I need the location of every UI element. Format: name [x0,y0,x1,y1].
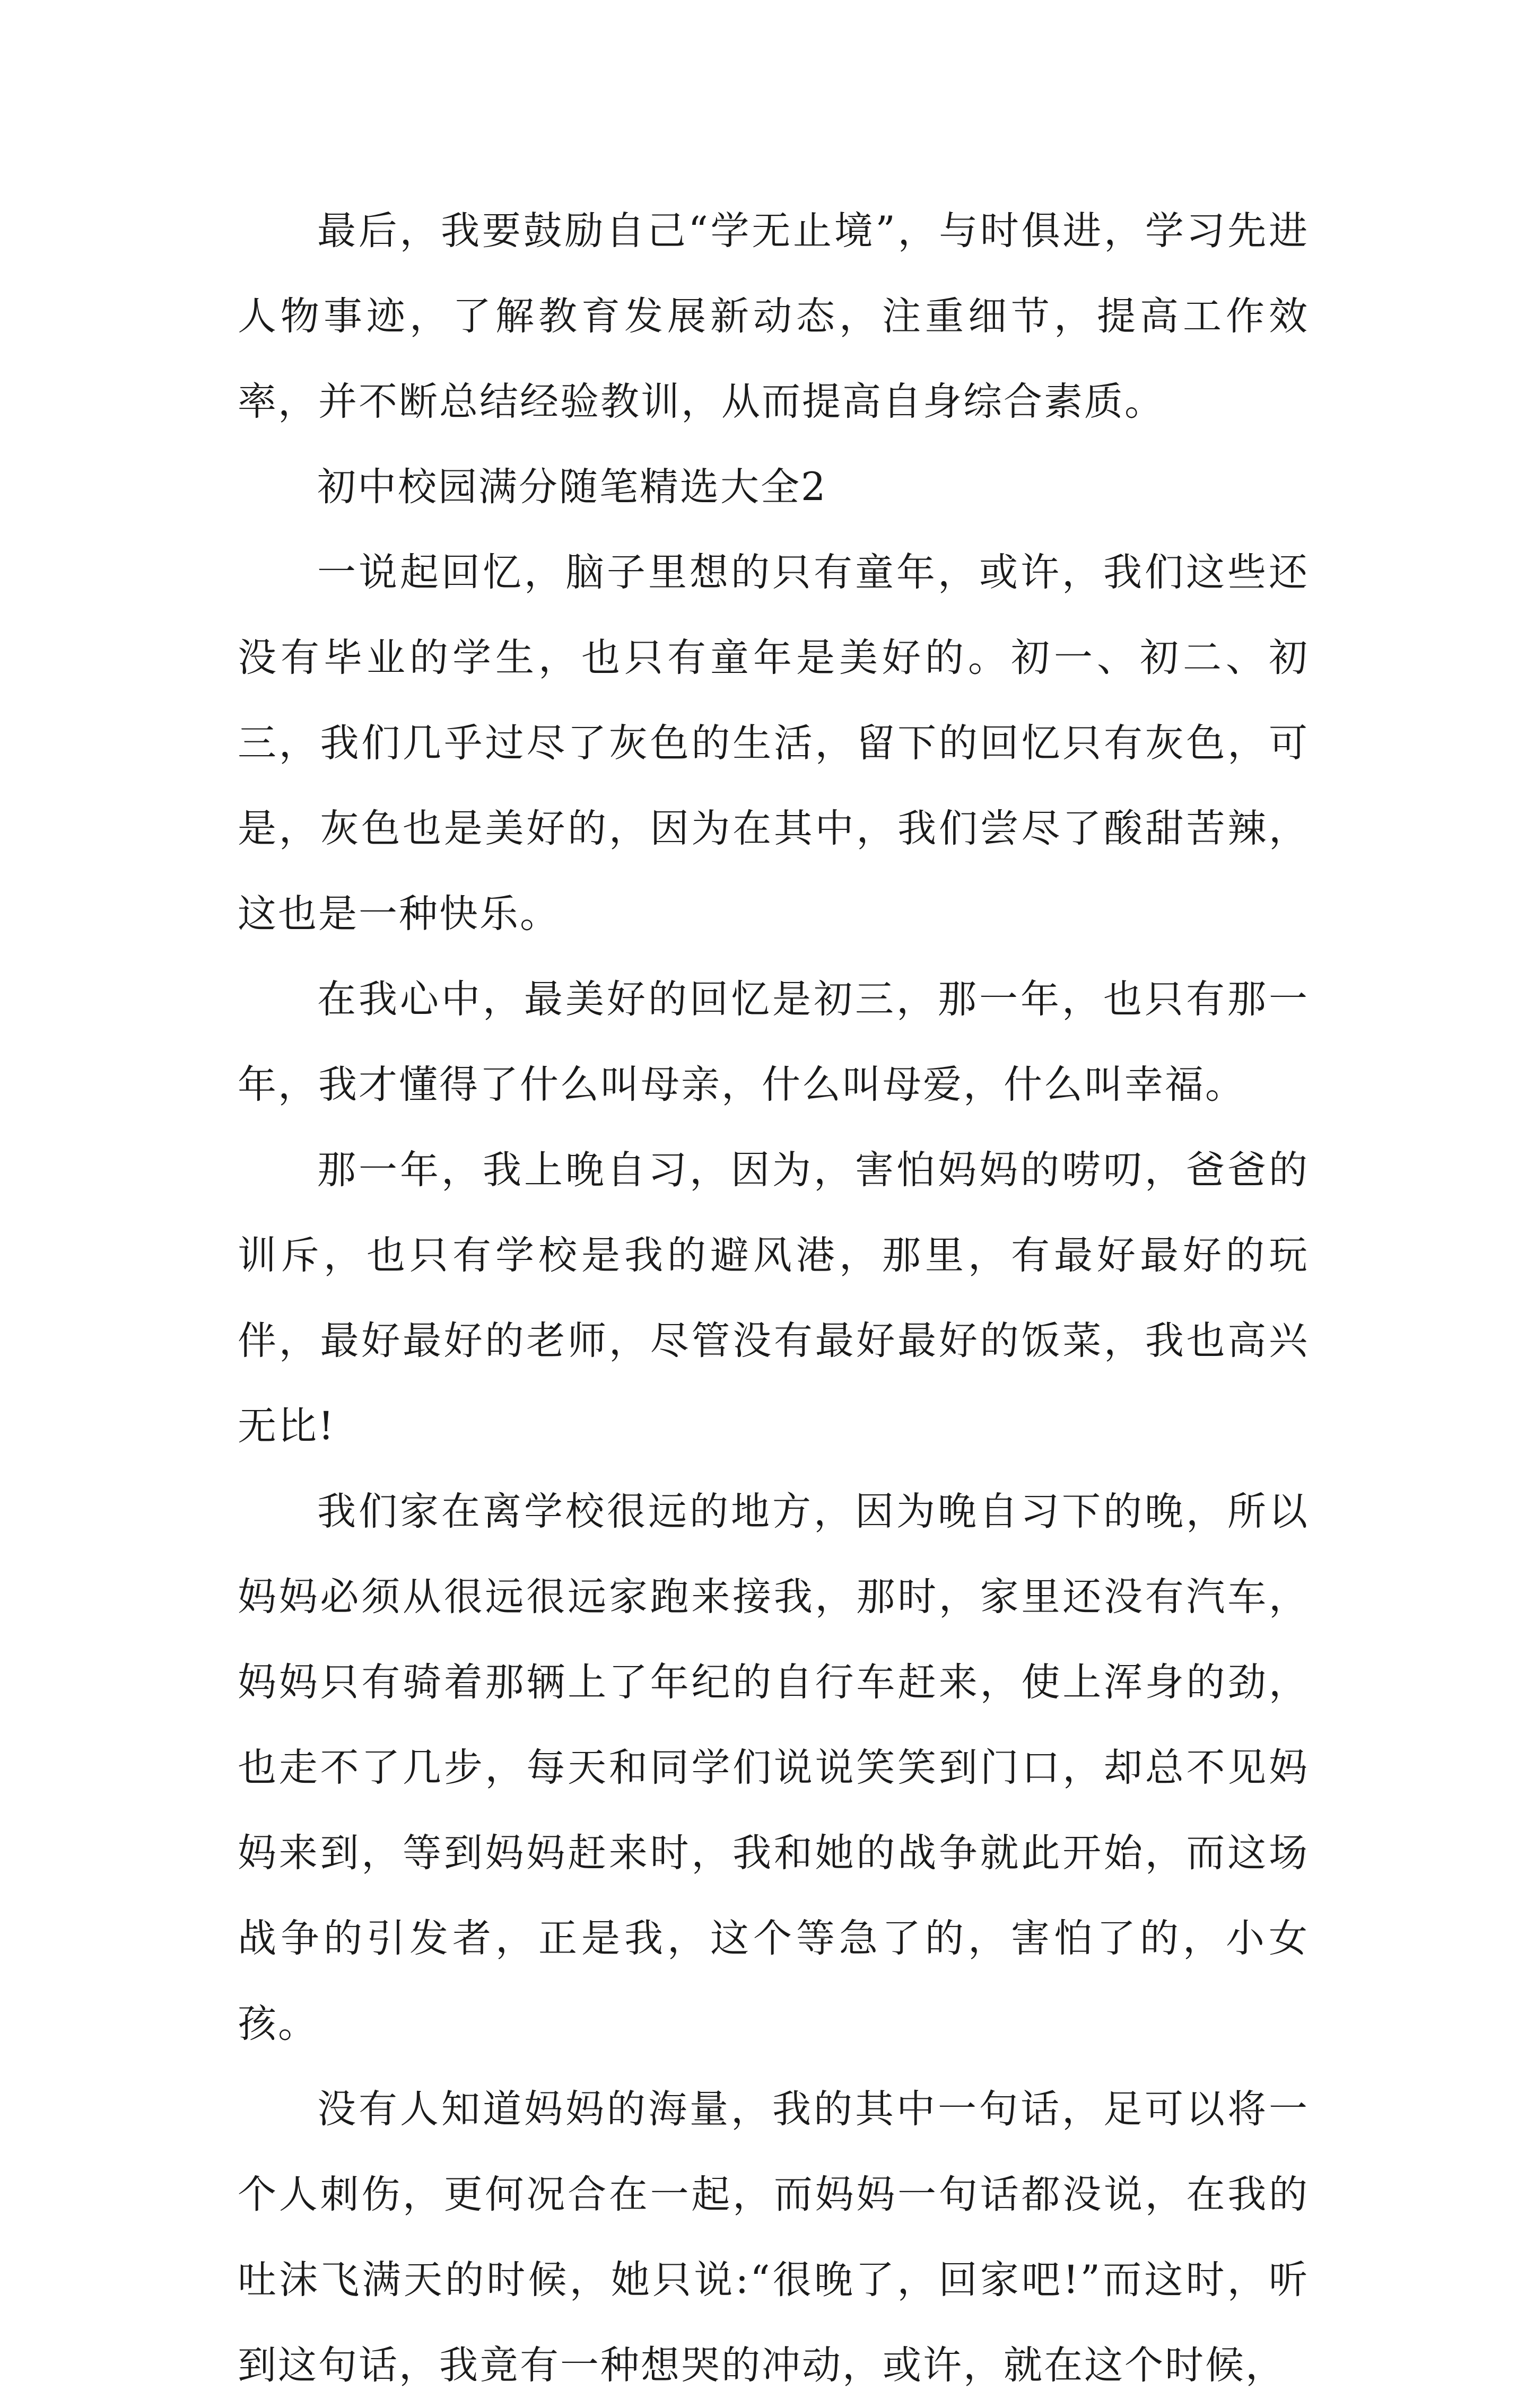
paragraph-memories: 一说起回忆，脑子里想的只有童年，或许，我们这些还没有毕业的学生，也只有童年是美好的。初一、初二、初三，我们几乎过尽了灰色的生活，留下的回忆只有灰色，可是，灰色也是美好的，因为在其中，我们尝尽了酸甜苦辣，这也是一种快乐。 [238,550,1309,936]
essay-title: 初中校园满分随笔精选大全2 [317,465,827,510]
paragraph-evening-study: 那一年，我上晚自习，因为，害怕妈妈的唠叨，爸爸的训斥，也只有学校是我的避风港，那里，有最好最好的玩伴，最好最好的老师，尽管没有最好最好的饭菜，我也高兴无比! [238,1148,1309,1449]
paragraph-mother: 没有人知道妈妈的海量，我的其中一句话，足可以将一个人刺伤，更何况合在一起，而妈妈一句话都没说，在我的吐沫飞满天的时候，她只说:“很晚了，回家吧!”而这时，听到这句话，我竟有一种想哭的冲动，或许，就在这个时候， [238,2087,1309,2388]
paragraph-conclusion: 最后，我要鼓励自己“学无止境”，与时俱进，学习先进人物事迹，了解教育发展新动态，注重细节，提高工作效率，并不断总结经验教训，从而提高自身综合素质。 [238,208,1309,424]
paragraph-pickup: 我们家在离学校很远的地方，因为晚自习下的晚，所以妈妈必须从很远很远家跑来接我，那时，家里还没有汽车，妈妈只有骑着那辆上了年纪的自行车赶来，使上浑身的劲，也走不了几步，每天和同学们说说笑笑到门口，却总不见妈妈来到，等到妈妈赶来时，我和她的战争就此开始，而这场战争的引发者，正是我，这个等急了的，害怕了的，小女孩。 [238,1489,1309,2046]
document-body [238,188,1309,2408]
paragraph-third-year: 在我心中，最美好的回忆是初三，那一年，也只有那一年，我才懂得了什么叫母亲，什么叫母爱，什么叫幸福。 [238,977,1309,1107]
